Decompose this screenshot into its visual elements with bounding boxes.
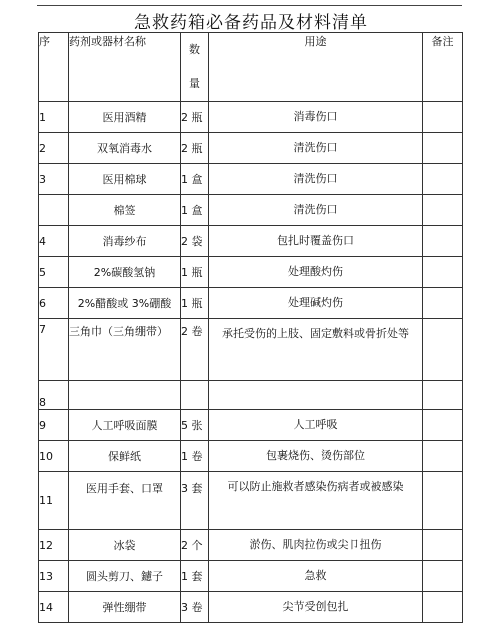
row-num: 13 [39,561,69,592]
row-name: 消毒纱布 [69,226,181,257]
table-row [39,441,463,472]
row-name [69,381,181,410]
row-qty: 2 卷 [181,319,209,381]
table-row [39,164,463,195]
row-note [423,410,463,441]
header-num: 序 [39,33,69,102]
table-row [39,561,463,592]
row-use: 人工呼吸 [209,410,423,441]
row-use: 清洗伤口 [209,164,423,195]
row-num: 12 [39,530,69,561]
row-name: 双氧消毒水 [69,133,181,164]
row-num: 1 [39,102,69,133]
row-num: 3 [39,164,69,195]
row-qty [181,381,209,410]
row-name: 圆头剪刀、鑢子 [69,561,181,592]
row-note [423,530,463,561]
row-name: 医用棉球 [69,164,181,195]
table-row [39,102,463,133]
row-note [423,472,463,530]
table-row [39,530,463,561]
row-note [423,441,463,472]
table-row [39,381,463,410]
row-name: 医用手套、口罩 [69,472,181,530]
row-name: 2%醋酸或 3%硼酸 [69,288,181,319]
row-qty: 1 盒 [181,164,209,195]
row-qty: 2 个 [181,530,209,561]
row-num: 8 [39,381,69,410]
row-note [423,102,463,133]
table-row [39,592,463,623]
row-qty: 3 卷 [181,592,209,623]
row-num: 11 [39,472,69,530]
row-name: 弹性绷带 [69,592,181,623]
table-row [39,257,463,288]
row-use: 尖节受创包扎 [209,592,423,623]
title-rule [37,5,462,6]
row-note [423,319,463,381]
header-qty-line1: 数 [189,43,200,56]
table-row [39,133,463,164]
row-note [423,195,463,226]
header-note: 备注 [423,33,463,102]
table-row [39,472,463,530]
row-note [423,592,463,623]
row-name: 冰袋 [69,530,181,561]
row-use: 处理碱灼伤 [209,288,423,319]
table-row [39,319,463,381]
header-name: 药剂或器材名称 [69,33,181,102]
row-use: 承托受伤的上肢、固定敷料或骨折处等 [209,319,423,381]
table-row [39,226,463,257]
row-use: 包裹烧伤、烫伤部位 [209,441,423,472]
row-num: 10 [39,441,69,472]
row-use: 包扎时覆盖伤口 [209,226,423,257]
row-qty: 5 张 [181,410,209,441]
row-use: 清洗伤口 [209,195,423,226]
table-row [39,410,463,441]
row-note [423,288,463,319]
row-note [423,561,463,592]
row-qty: 3 套 [181,472,209,530]
row-qty: 1 瓶 [181,257,209,288]
row-num: 14 [39,592,69,623]
row-name: 医用酒精 [69,102,181,133]
row-use: 急救 [209,561,423,592]
row-num: 5 [39,257,69,288]
table-row [39,195,463,226]
row-note [423,133,463,164]
row-name: 三角巾（三角绷带） [69,319,181,381]
row-qty: 2 瓶 [181,133,209,164]
header-qty [181,33,209,102]
supplies-table [38,32,463,623]
row-num [39,195,69,226]
row-num: 9 [39,410,69,441]
table-header-row [39,33,463,102]
row-use [209,381,423,410]
row-note [423,381,463,410]
row-qty: 2 袋 [181,226,209,257]
row-num: 6 [39,288,69,319]
row-num: 2 [39,133,69,164]
row-note [423,164,463,195]
row-name: 保鲜纸 [69,441,181,472]
row-qty: 1 套 [181,561,209,592]
row-qty: 1 盒 [181,195,209,226]
row-note [423,257,463,288]
row-use: 处理酸灼伤 [209,257,423,288]
table-row [39,288,463,319]
row-note [423,226,463,257]
row-use: 消毒伤口 [209,102,423,133]
row-qty: 1 瓶 [181,288,209,319]
row-name: 2%碳酸氢钠 [69,257,181,288]
header-use: 用途 [209,33,423,102]
row-use: 可以防止施救者感染伤病者或被感染 [209,472,423,530]
row-qty: 2 瓶 [181,102,209,133]
row-num: 4 [39,226,69,257]
row-use: 清洗伤口 [209,133,423,164]
header-qty-line2: 量 [189,77,200,90]
row-name: 人工呼吸面膜 [69,410,181,441]
row-qty: 1 卷 [181,441,209,472]
row-use: 淤伤、肌肉拉伤或尖卩扭伤 [209,530,423,561]
page-title: 急救药箱必备药品及材料清单 [134,13,368,33]
row-name: 棉签 [69,195,181,226]
row-num: 7 [39,319,69,381]
